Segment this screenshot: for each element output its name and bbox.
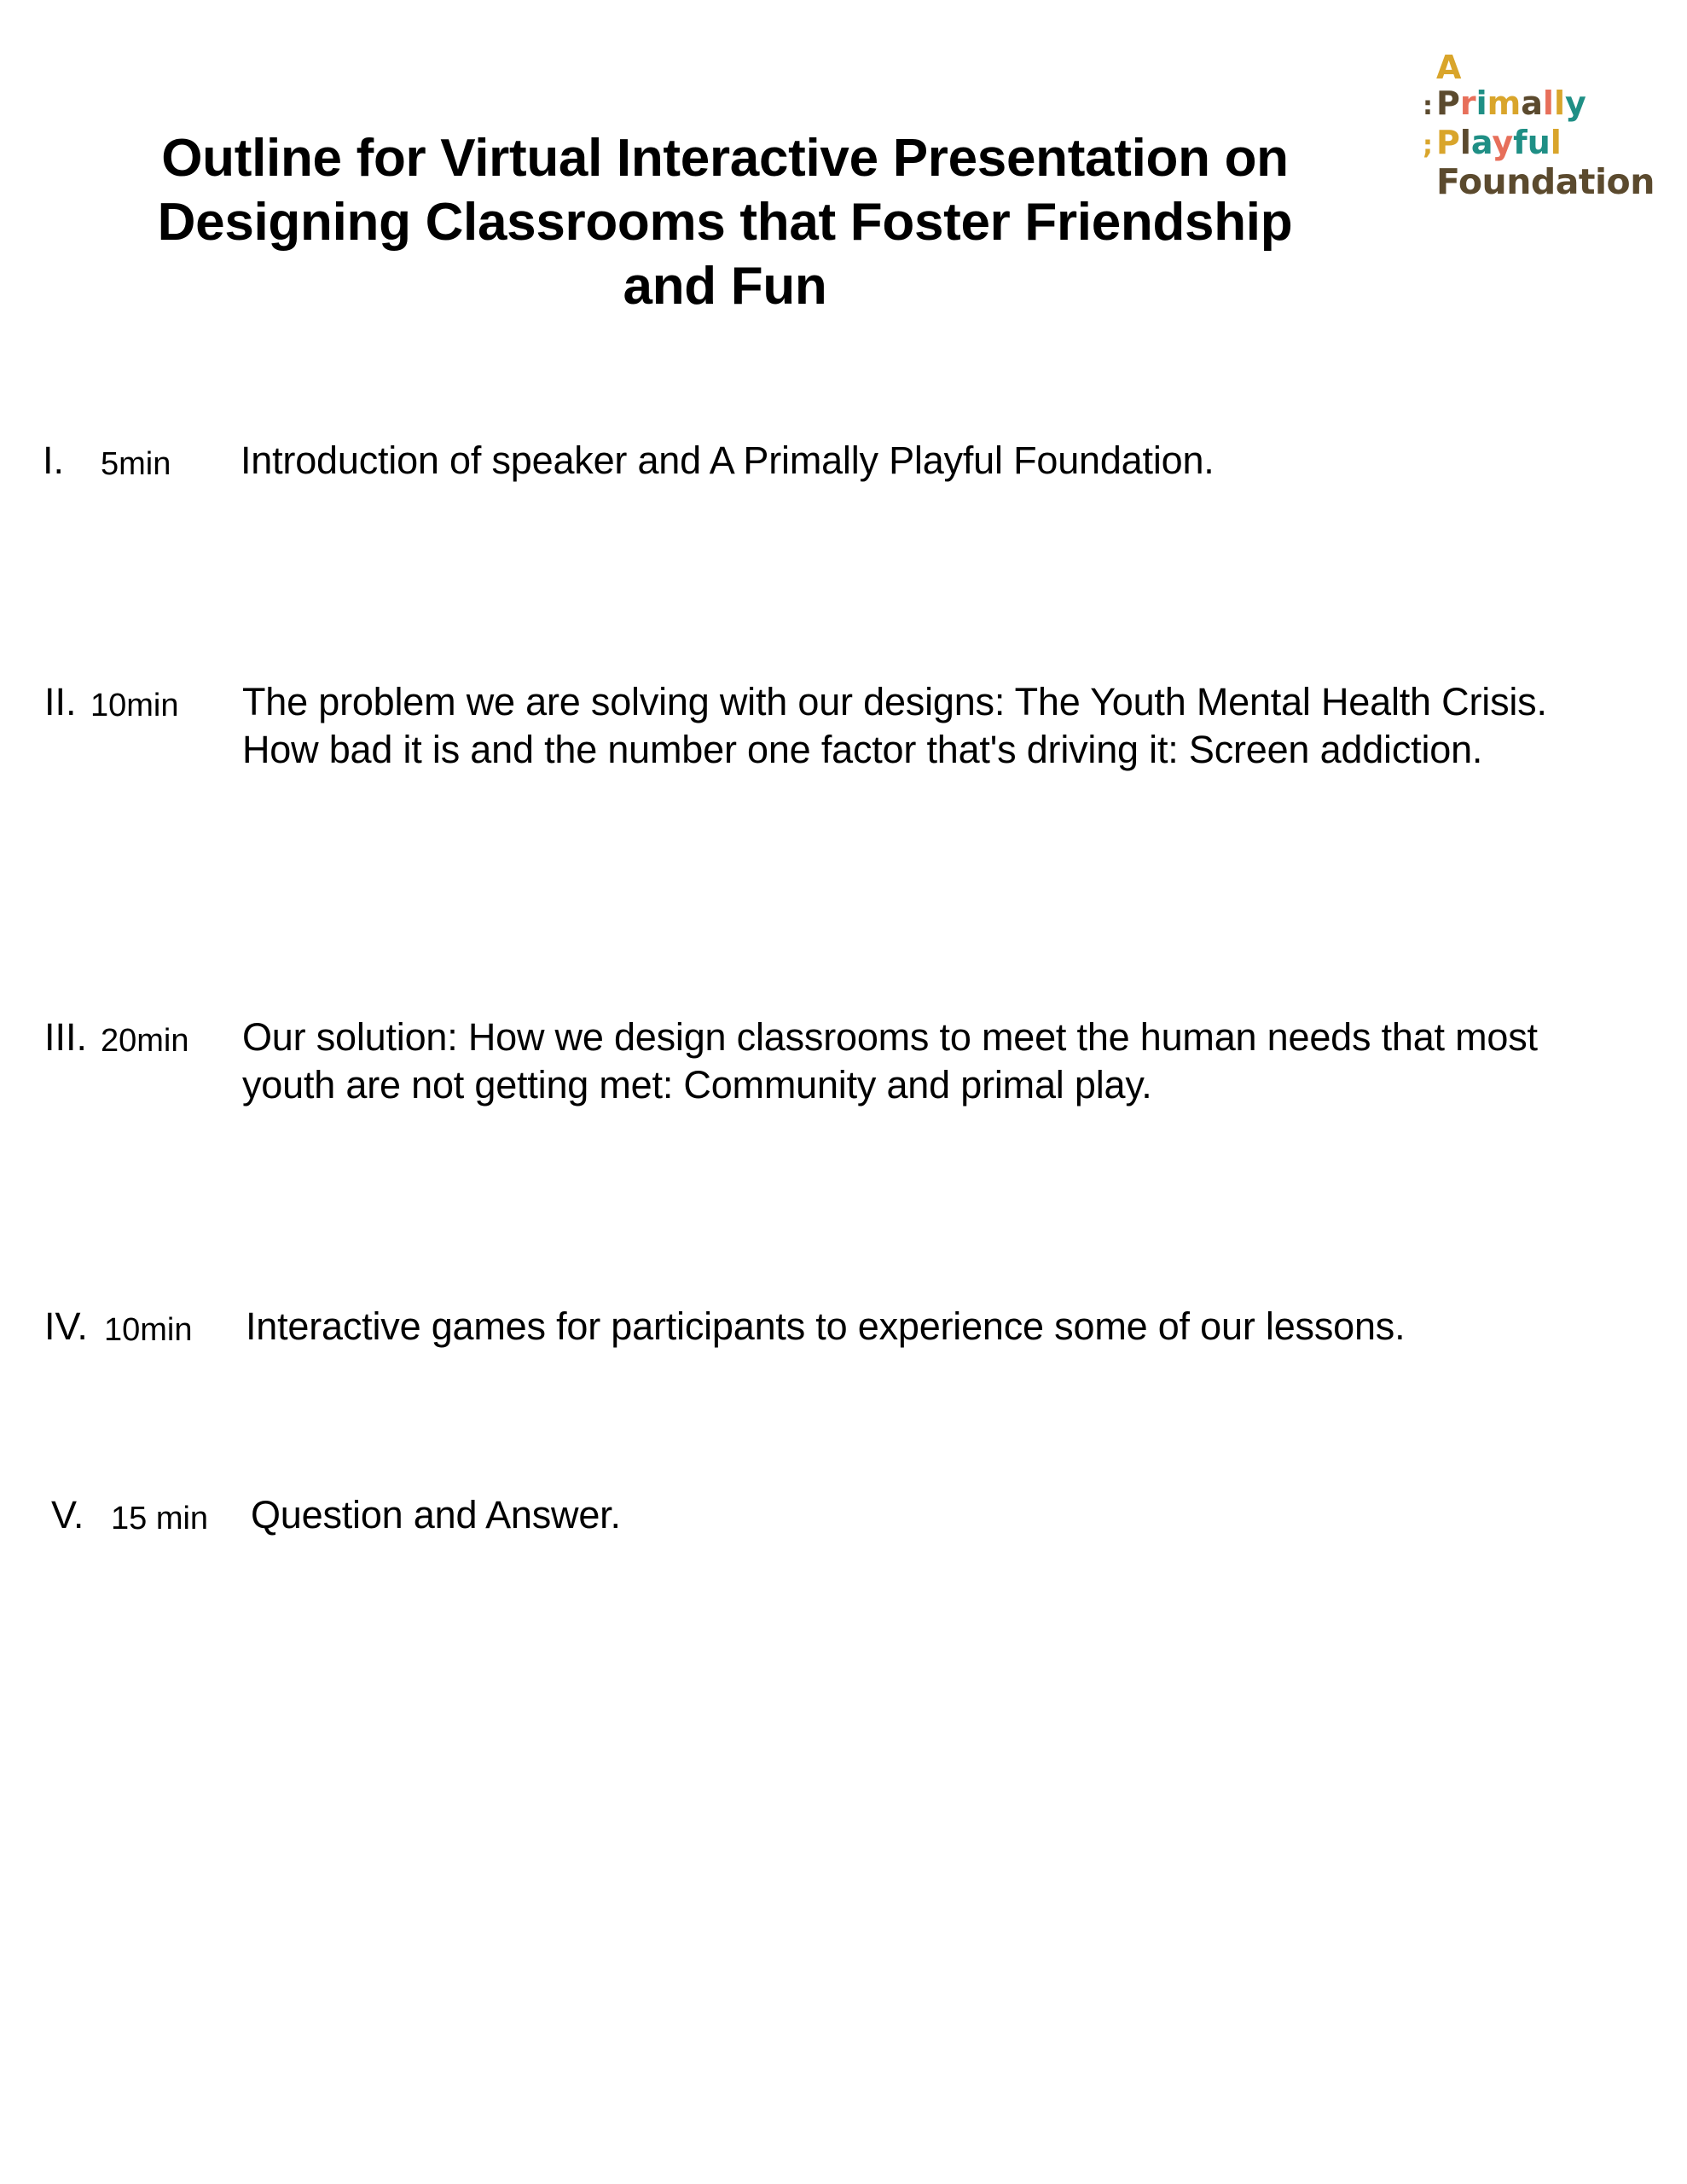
item-duration: 10min xyxy=(104,1312,193,1348)
title-line-2: Designing Classrooms that Foster Friendship xyxy=(157,193,1293,252)
logo-line-a xyxy=(1423,49,1678,85)
logo-letter: Foundation xyxy=(1436,161,1655,202)
item-numeral: V. xyxy=(51,1493,84,1536)
item-duration: 15 min xyxy=(111,1501,209,1536)
logo-letter: f xyxy=(1513,124,1528,161)
item-numeral: IV. xyxy=(44,1304,88,1348)
foundation-logo xyxy=(1423,49,1678,200)
item-description: Introduction of speaker and A Primally Playful Foundation. xyxy=(241,439,1215,482)
logo-letter: m xyxy=(1487,84,1522,122)
logo-letter: u xyxy=(1527,124,1551,161)
item-duration: 5min xyxy=(101,446,171,482)
logo-letter: y xyxy=(1492,124,1514,161)
item-numeral: III. xyxy=(44,1015,88,1059)
logo-letter: A xyxy=(1436,49,1462,86)
logo-letter: l xyxy=(1553,84,1565,122)
logo-letter: l xyxy=(1459,124,1471,161)
logo-punctuation-mark: : xyxy=(1423,91,1433,121)
item-description: The problem we are solving with our designs: The Youth Mental Health Crisis. How bad it is and the number one factor that's driving it: Screen addiction. xyxy=(242,680,1547,771)
item-duration: 20min xyxy=(101,1023,189,1059)
logo-letter: i xyxy=(1475,84,1487,122)
item-numeral: I. xyxy=(43,439,65,482)
logo-letter: P xyxy=(1436,124,1460,161)
item-numeral: II. xyxy=(44,680,77,723)
logo-letter: a xyxy=(1470,124,1493,161)
logo-letter: l xyxy=(1542,84,1554,122)
logo-line-playful xyxy=(1423,125,1678,164)
item-description: Our solution: How we design classrooms to meet the human needs that most youth are not getting met: Community and primal play. xyxy=(242,1015,1538,1107)
logo-letter: y xyxy=(1564,84,1586,122)
logo-letter: l xyxy=(1550,124,1562,161)
logo-letter: P xyxy=(1436,84,1460,122)
logo-line-foundation xyxy=(1423,161,1678,202)
logo-letter: r xyxy=(1459,84,1476,122)
title-line-3: and Fun xyxy=(623,257,827,316)
item-duration: 10min xyxy=(90,688,179,723)
item-description: Interactive games for participants to experience some of our lessons. xyxy=(246,1304,1406,1348)
logo-line-primally xyxy=(1423,85,1678,125)
item-description: Question and Answer. xyxy=(251,1493,621,1536)
logo-punctuation-mark: ; xyxy=(1423,131,1433,160)
document-title xyxy=(85,126,1365,318)
title-line-1: Outline for Virtual Interactive Presentation on xyxy=(161,129,1289,188)
logo-letter: a xyxy=(1521,84,1543,122)
